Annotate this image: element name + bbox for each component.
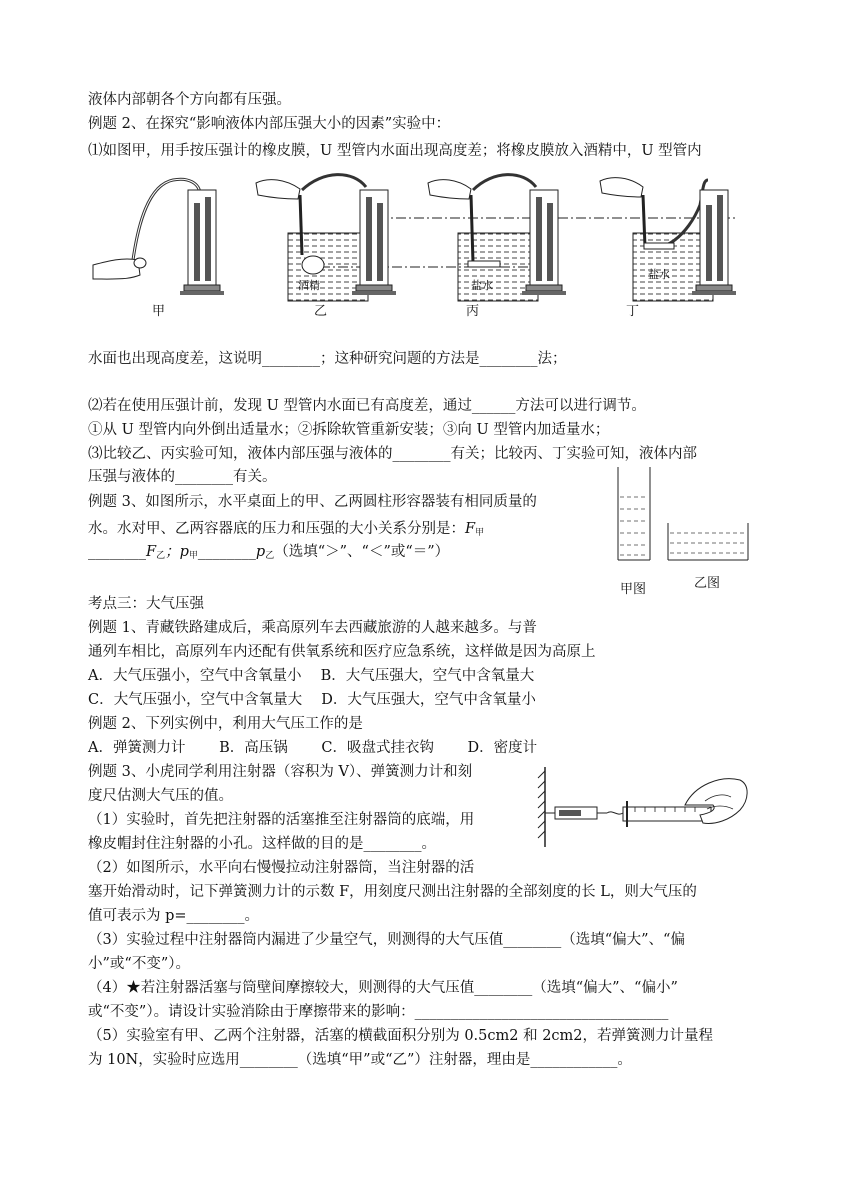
question-2-text: ⑵若在使用压强计前，发现 U 型管内水面已有高度差，通过______方法可以进行调节。 <box>88 398 646 414</box>
gauge-bing <box>428 175 566 301</box>
sub-question-2-formula: 值可表示为 p=________。 <box>88 908 260 924</box>
liquid-label-alcohol: 酒精 <box>298 279 320 292</box>
section-heading-atmospheric-pressure: 考点三：大气压强 <box>88 596 204 612</box>
gauge-jia <box>93 179 224 295</box>
example-2-heading: 例题 2、在探究“影响液体内部压强大小的因素”实验中： <box>88 116 451 132</box>
example-2-text: 例题 2、下列实例中，利用大气压工作的是 <box>88 716 363 732</box>
question-1-continued: 水面也出现高度差，这说明________；这种研究问题的方法是________法； <box>88 351 567 367</box>
sub-question-4-continued: 或“不变”）。请设计实验消除由于摩擦带来的影响：___________________________________ <box>88 1004 669 1020</box>
sub-question-3-continued: 小”或“不变”）。 <box>88 956 190 972</box>
example-1-options-cd: C．大气压强小，空气中含氧量大 D．大气压强大，空气中含氧量小 <box>88 692 536 708</box>
sub-question-4: （4）★若注射器活塞与筒壁间摩擦较大，则测得的大气压值________（选填“偏大”、“偏小” <box>88 980 678 996</box>
container-jia <box>618 467 650 560</box>
example-3b-text-2: 度尺估测大气压的值。 <box>88 788 233 804</box>
example-2-options: A．弹簧测力计 B．高压锅 C．吸盘式挂衣钩 D．密度计 <box>88 740 538 756</box>
figure-label-yi: 乙 <box>314 304 328 319</box>
question-3-continued: 压强与液体的________有关。 <box>88 469 277 485</box>
text-line-1: 液体内部朝各个方向都有压强。 <box>88 92 291 108</box>
gauge-ding <box>600 178 736 301</box>
sub-question-1-continued: 橡皮帽封住注射器的小孔。这样做的目的是________。 <box>88 836 436 852</box>
containers-figure <box>608 465 768 600</box>
question-1-text: ⑴如图甲，用手按压强计的橡皮膜，U 型管内水面出现高度差；将橡皮膜放入酒精中，U 型管内 <box>88 143 702 159</box>
example-1-options-ab: A．大气压强小，空气中含氧量小 B．大气压强大，空气中含氧量大 <box>88 668 535 684</box>
sub-question-2: （2）如图所示，水平向右慢慢拉动注射器筒，当注射器的活 <box>88 860 475 876</box>
figure-label-ding: 丁 <box>626 304 640 319</box>
question-2-options: ①从 U 型管内向外倒出适量水；②拆除软管重新安装；③向 U 型管内加适量水； <box>88 422 610 438</box>
syringe-figure <box>535 765 755 850</box>
figure-label-jia: 甲 <box>152 304 166 319</box>
liquid-label-saltwater-1: 盐水 <box>471 279 493 292</box>
sub-question-5-continued: 为 10N，实验时应选用________（选填“甲”或“乙”）注射器，理由是____________。 <box>88 1052 632 1068</box>
sub-question-2-continued: 塞开始滑动时，记下弹簧测力计的示数 F，用刻度尺测出注射器的全部刻度的长 L，则大气压的 <box>88 884 697 900</box>
container-label-jia: 甲图 <box>620 582 647 597</box>
sub-question-1: （1）实验时，首先把注射器的活塞推至注射器筒的底端，用 <box>88 812 475 828</box>
example-1-text-2: 通列车相比，高原列车内还配有供氧系统和医疗应急系统，这样做是因为高原上 <box>88 644 596 660</box>
example-3-text-2: 水。水对甲、乙两容器底的压力和压强的大小关系分别是：$F_甲$ <box>88 521 485 538</box>
example-1-text: 例题 1、青藏铁路建成后，乘高原列车去西藏旅游的人越来越多。与普 <box>88 620 537 636</box>
sub-question-5: （5）实验室有甲、乙两个注射器，活塞的横截面积分别为 0.5cm2 和 2cm2，若弹簧测力计量程 <box>88 1028 714 1044</box>
example-3b-text: 例题 3、小虎同学利用注射器（容积为 V）、弹簧测力计和刻 <box>88 764 473 780</box>
example-3-text-3: $\_\_\_\_\_\_\_\_F_乙$；$p_甲\_\_\_\_\_\_\_\_p_乙$（选填“＞”、“＜”或“＝”） <box>88 544 450 561</box>
syringe-barrel <box>623 807 711 821</box>
pressure-gauge-figure <box>88 165 768 325</box>
sub-question-3: （3）实验过程中注射器筒内漏进了少量空气，则测得的大气压值________（选填“偏大”、“偏 <box>88 932 685 948</box>
question-3-text: ⑶比较乙、丙实验可知，液体内部压强与液体的________有关；比较丙、丁实验可知，液体内部 <box>88 446 697 462</box>
container-yi <box>668 523 748 560</box>
gauge-yi <box>256 175 396 301</box>
figure-label-bing: 丙 <box>466 304 480 319</box>
liquid-label-saltwater-2: 盐水 <box>648 268 670 281</box>
example-3-text: 例题 3、如图所示，水平桌面上的甲、乙两圆柱形容器装有相同质量的 <box>88 494 537 510</box>
container-label-yi: 乙图 <box>694 576 721 591</box>
